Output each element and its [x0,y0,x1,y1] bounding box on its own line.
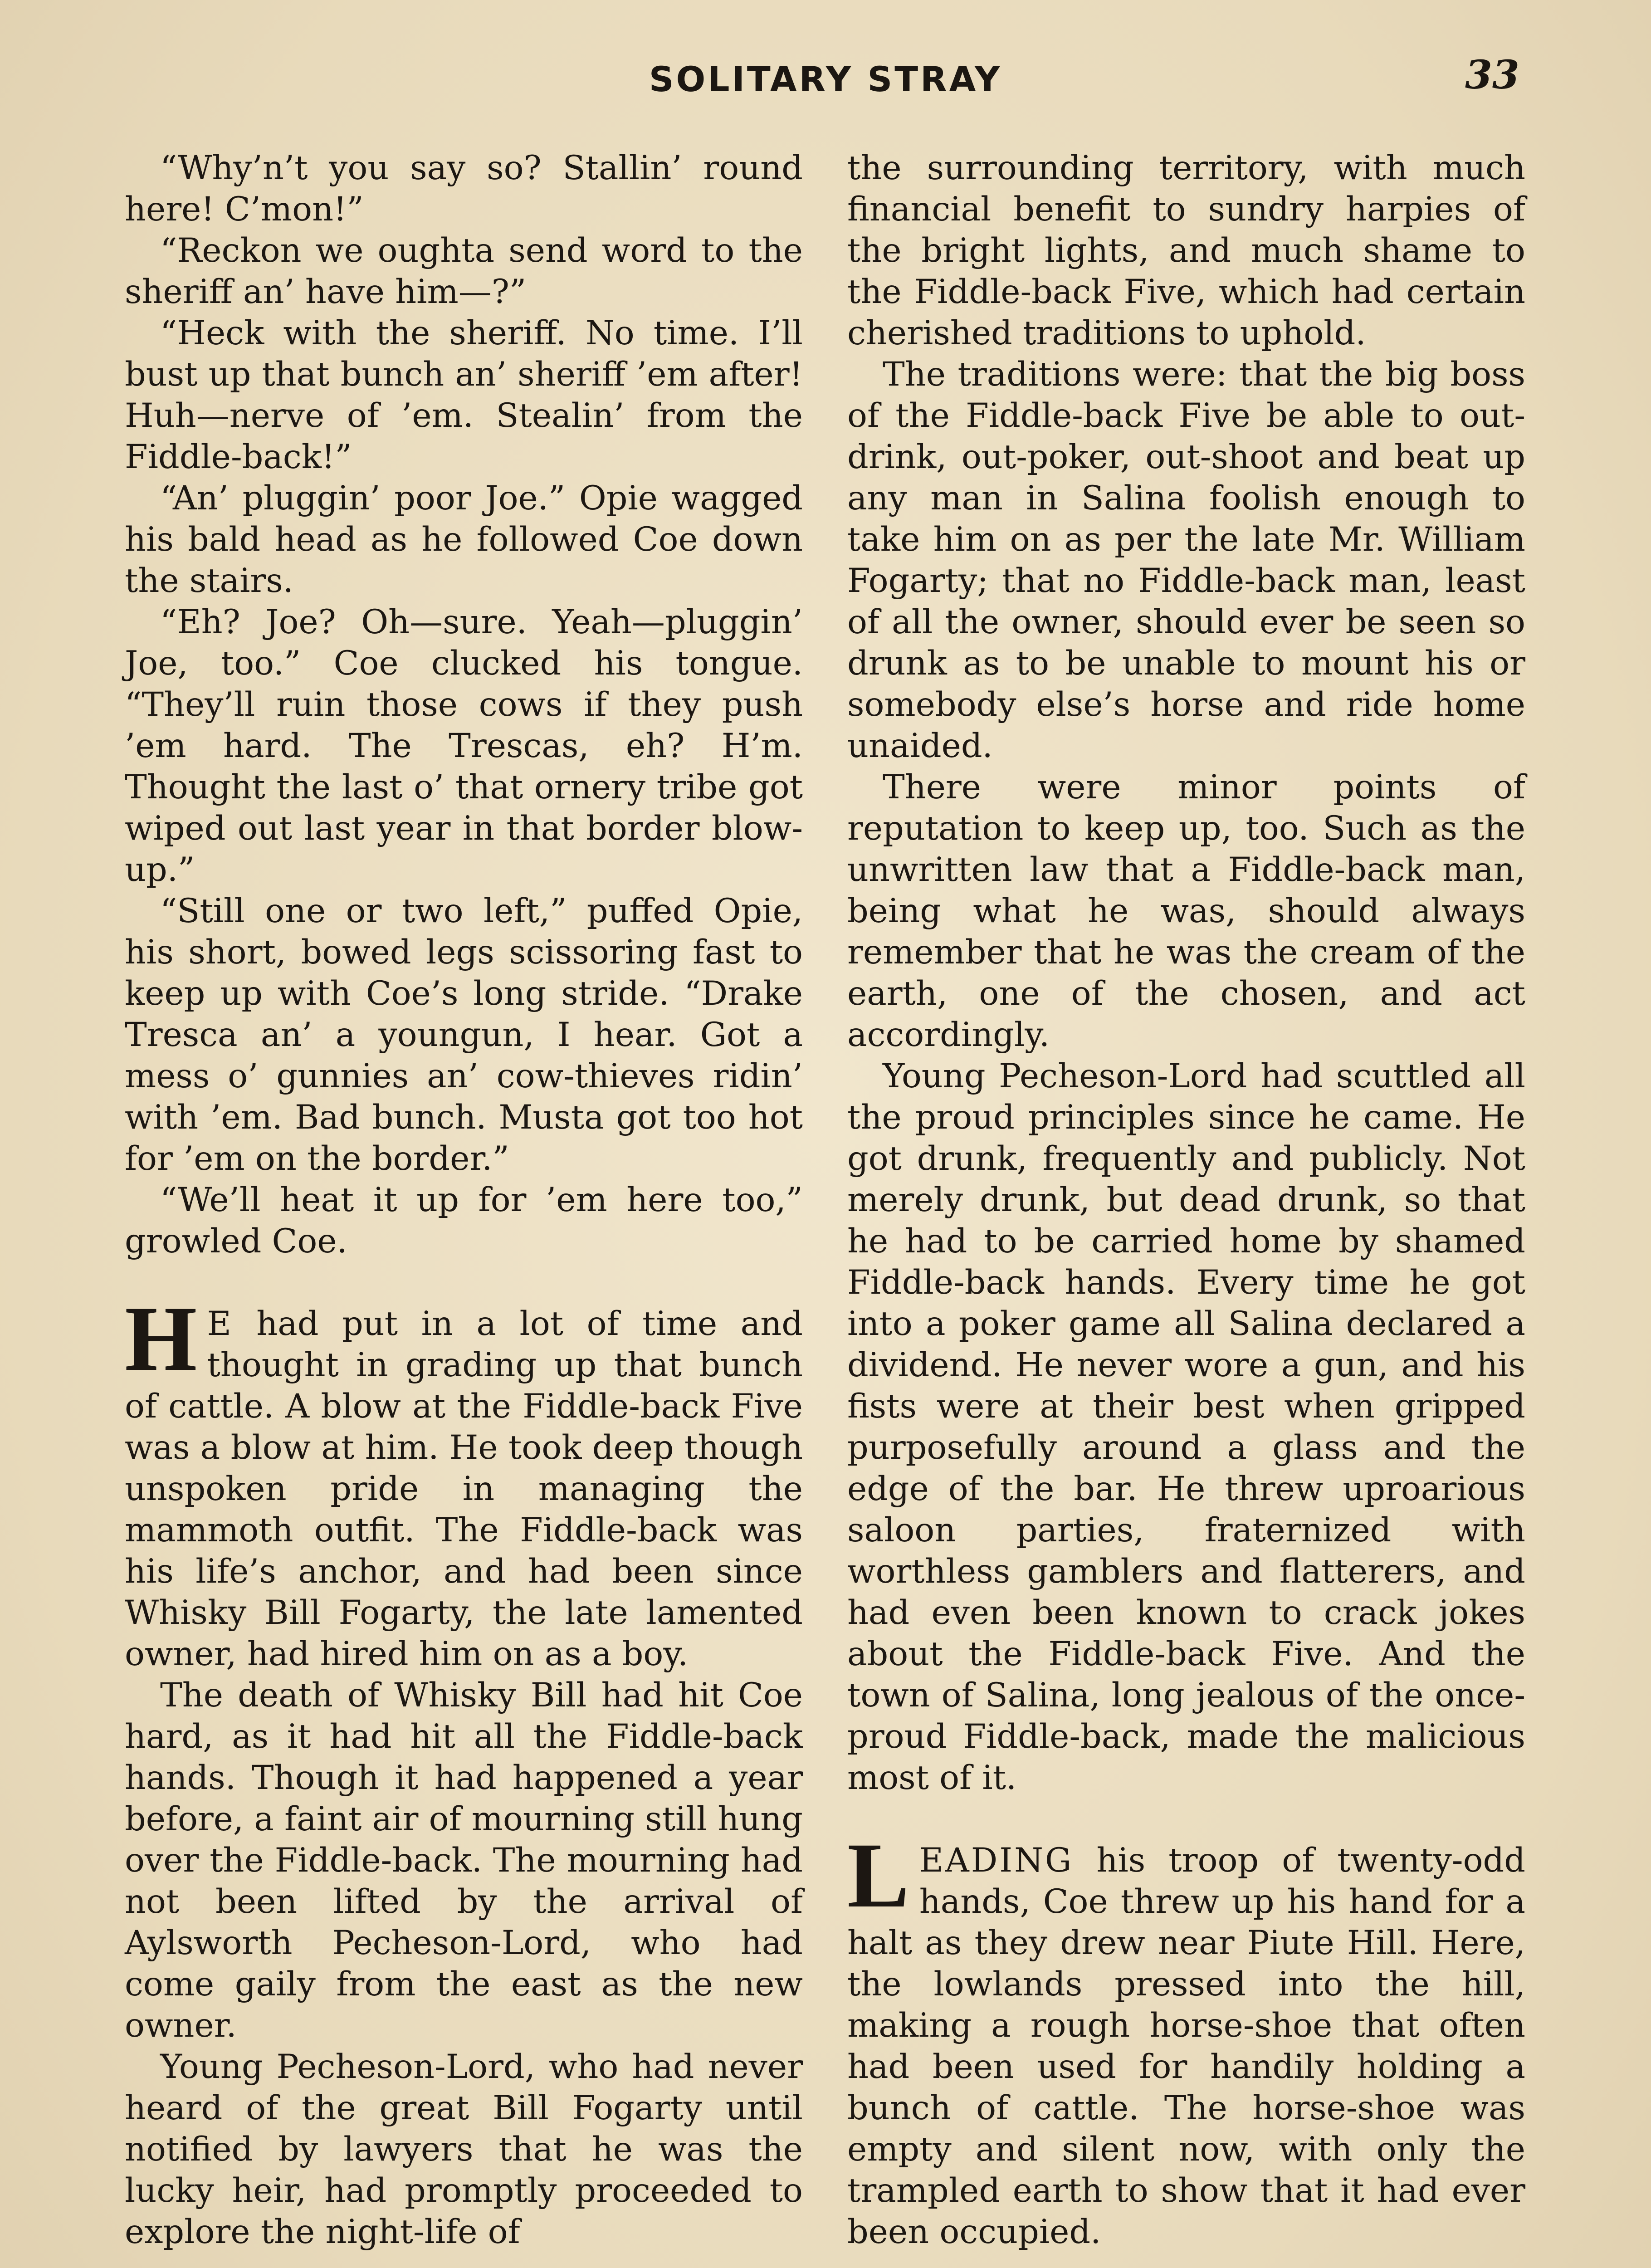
left-column [125,147,803,2253]
paragraph: “Eh? Joe? Oh—sure. Yeah—pluggin’ Joe, too.” Coe clucked his tongue. “They’ll ruin those cows if they push ’em hard. The Trescas, eh? H’m. Thought the last o’ that ornery tribe got wiped out last year in that border blow-up.” [125,603,803,889]
paragraph: “An’ pluggin’ poor Joe.” Opie wagged his bald head as he followed Coe down the stairs. [125,479,803,600]
paragraph: “We’ll heat it up for ’em here too,” growled Coe. [125,1181,803,1261]
section-start-paragraph [125,1287,803,1675]
paragraph-text: had put in a lot of time and thought in grading up that bunch of cattle. A blow at the Fiddle-back Five was a blow at him. He took deep though unspoken pride in managing the mammoth outfit. The Fiddle-back was his life’s anchor, and had been since Whisky Bill Fogarty, the late lamented owner, had hired him on as a boy. [125,1305,803,1673]
paragraph: The traditions were: that the big boss of the Fiddle-back Five be able to out-drink, out-poker, out-shoot and beat up any man in Salina foolish enough to take him on as per the late Mr. William Fogarty; that no Fiddle-back man, least of all the owner, should ever be seen so drunk as to be unable to mount his or somebody else’s horse and ride home unaided. [847,355,1525,765]
paragraph: The death of Whisky Bill had hit Coe hard, as it had hit all the Fiddle-back hands. Though it had happened a year before, a faint air of mourning still hung over the Fiddle-back. The mourning had not been lifted by the arrival of Aylsworth Pecheson-Lord, who had come gaily from the east as the new owner. [125,1676,803,2045]
lead-in: E [207,1305,233,1343]
paragraph: “Why’n’t you say so? Stallin’ round here! C’mon!” [125,149,803,229]
right-column [847,147,1525,2253]
paragraph: “Reckon we oughta send word to the sheriff an’ have him—?” [125,231,803,311]
running-title: SOLITARY STRAY [649,59,1002,99]
drop-cap: H [125,1287,197,1390]
page-number: 33 [1465,52,1519,98]
lead-in: EADING [919,1841,1074,1880]
paragraph: Young Pecheson-Lord had scuttled all the proud principles since he came. He got drunk, frequently and publicly. Not merely drunk, but dead drunk, so that he had to be carried home by shamed Fiddle-back hands. Every time he got into a poker game all Salina declared a dividend. He never wore a gun, and his fists were at their best when gripped purposefully around a glass and the edge of the bar. He threw uproarious saloon parties, fraternized with worthless gamblers and flatterers, and had even been known to crack jokes about the Fiddle-back Five. And the town of Salina, long jealous of the once-proud Fiddle-back, made the malicious most of it. [847,1057,1525,1797]
drop-cap: L [847,1824,909,1927]
paragraph: “Still one or two left,” puffed Opie, his short, bowed legs scissoring fast to keep up with Coe’s long stride. “Drake Tresca an’ a youngun, I hear. Got a mess o’ gunnies an’ cow-thieves ridin’ with ’em. Bad bunch. Musta got too hot for ’em on the border.” [125,892,803,1178]
paragraph-text: his troop of twenty-odd hands, Coe threw up his hand for a halt as they drew near Piute Hill. Here, the lowlands pressed into the hill, making a rough horse-shoe that often had been used for handily holding a bunch of cattle. The horse-shoe was empty and silent now, with only the trampled earth to show that it had ever been occupied. [847,1841,1525,2251]
paragraph: “Heck with the sheriff. No time. I’ll bust up that bunch an’ sheriff ’em after! Huh—nerve of ’em. Stealin’ from the Fiddle-back!” [125,314,803,476]
section-start-paragraph [847,1824,1525,2253]
paragraph: Young Pecheson-Lord, who had never heard of the great Bill Fogarty until notified by lawyers that he was the lucky heir, had promptly proceeded to explore the night-life of [125,2048,803,2251]
paragraph: There were minor points of reputation to keep up, too. Such as the unwritten law that a Fiddle-back man, being what he was, should always remember that he was the cream of the earth, one of the chosen, and act accordingly. [847,768,1525,1054]
paragraph-continued: the surrounding territory, with much financial benefit to sundry harpies of the bright lights, and much shame to the Fiddle-back Five, which had certain cherished traditions to uphold. [847,149,1525,352]
